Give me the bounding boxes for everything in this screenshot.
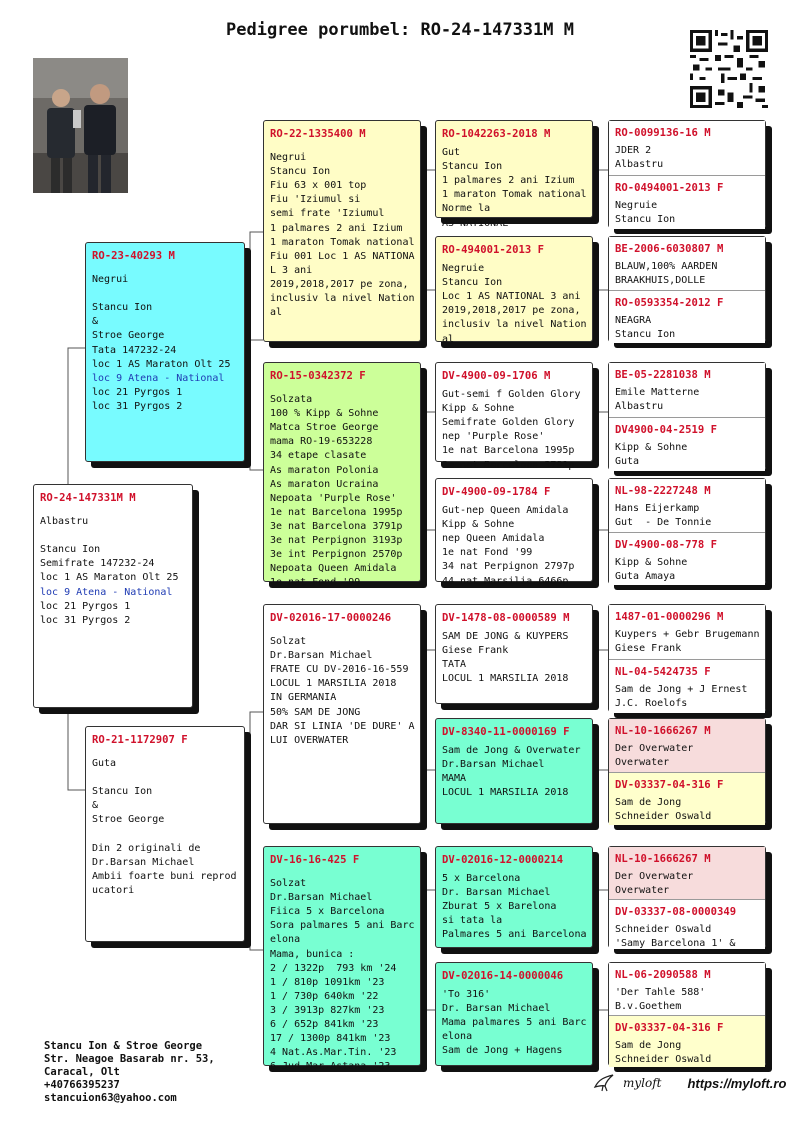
owners-photo — [33, 58, 128, 193]
dam-card[interactable] — [85, 726, 245, 942]
gen3-card[interactable] — [435, 120, 593, 229]
ring-number: NL-98-2227248 M — [615, 485, 711, 497]
pigeon-info-line: Stancu Ion — [615, 329, 676, 341]
pigeon-info-line: Fiu 63 x 001 top — [270, 180, 367, 192]
gen4-pair — [608, 604, 766, 712]
pigeon-info-line: Loc 1 AS NATIONAL 3 ani — [442, 291, 581, 303]
sire-line: loc 1 AS Maraton Olt 25 — [92, 358, 231, 370]
pigeon-info-line: al — [270, 307, 283, 319]
ring-number: DV-4900-09-1706 M — [442, 370, 551, 382]
subject-line: loc 21 Pyrgos 1 — [40, 600, 131, 612]
pigeon-info-line: Sam de Jong — [615, 797, 682, 809]
pigeon-info-line: BLAUW,100% AARDEN — [615, 261, 718, 273]
ring-number: RO-0593354-2012 F — [615, 297, 724, 309]
pigeon-info-line: Kipp & Sohne — [442, 403, 515, 415]
gen4-pair — [608, 718, 766, 824]
pigeon-info-line: 5 x Barcelona — [442, 873, 521, 885]
gen3-card[interactable] — [435, 236, 593, 345]
gen4-card[interactable] — [609, 533, 765, 585]
pigeon-info-line: nep 'Purple Rose' — [442, 431, 545, 443]
pigeon-info-line: TATA — [442, 659, 467, 671]
page-title: Pedigree porumbel: RO-24-147331M M — [226, 20, 574, 40]
pigeon-info-line: 2 / 1322p 793 km '24 — [270, 962, 397, 974]
gen4-card[interactable] — [609, 237, 765, 290]
gen4-card[interactable] — [609, 1016, 765, 1067]
pigeon-info-line: Stancu Ion — [270, 166, 331, 178]
pigeon-info-line: Stancu Ion — [442, 277, 503, 289]
subject-line: loc 1 AS Maraton Olt 25 — [40, 572, 179, 584]
ring-number: DV-4900-08-778 F — [615, 539, 718, 551]
pigeon-info-line: 3e nat Perpignon 3193p — [270, 535, 403, 547]
pigeon-info-line: AS NATIONAL — [442, 217, 509, 229]
subject-ring-number: RO-24-147331M M — [40, 492, 136, 504]
ring-number: RO-1042263-2018 M — [442, 128, 551, 140]
qr-code-icon — [690, 30, 768, 108]
gen4-card[interactable] — [609, 847, 765, 899]
pigeon-info-line: semi frate 'Iziumul — [270, 208, 385, 220]
pigeon-info-line: Gut - De Tonnie — [615, 517, 712, 529]
pigeon-info-line: Schneider Oswald — [615, 1054, 712, 1066]
ring-number: DV-02016-12-0000214 — [442, 854, 564, 866]
brand-logo-text: myloft — [623, 1076, 662, 1090]
dam-line: Dr.Barsan Michael — [92, 856, 195, 868]
ring-number: BE-2006-6030807 M — [615, 243, 724, 255]
pigeon-info-line: Palmares 5 ani Barcelona — [442, 929, 587, 941]
ring-number: DV-03337-04-316 F — [615, 1022, 724, 1034]
pigeon-info-line: Hans Eijerkamp — [615, 503, 700, 515]
sire-line: Tata 147232-24 — [92, 344, 177, 356]
pigeon-info-line: JDER 2 — [615, 145, 652, 157]
pigeon-info-line: Dr.Barsan Michael — [442, 759, 545, 771]
pigeon-info-line: 1 palmares 2 ani Izium — [270, 222, 403, 234]
gen2-card[interactable] — [263, 120, 421, 342]
ring-number: RO-0494001-2013 F — [615, 182, 724, 194]
pigeon-info-line: inclusiv la nivel Nation — [270, 293, 415, 305]
pigeon-info-line: Nepoata 'Purple Rose' — [270, 492, 397, 504]
pigeon-info-line: Sam de Jong — [615, 1040, 682, 1052]
pigeon-info-line: J.C. Roelofs — [615, 698, 688, 710]
pigeon-info-line: DAR SI LINIA 'DE DURE' A — [270, 720, 415, 732]
pigeon-info-line: 50% SAM DE JONG — [270, 706, 361, 718]
pigeon-info-line: 'Samy Barcelona 1' & — [615, 938, 736, 950]
sire-line — [92, 287, 239, 301]
ring-number: 1487-01-0000296 M — [615, 611, 724, 623]
pigeon-info-line: 1 / 810p 1091km '23 — [270, 976, 385, 988]
gen4-pair — [608, 846, 766, 948]
brand-footer — [593, 1073, 786, 1093]
gen2-card[interactable] — [263, 604, 421, 824]
pigeon-info-line: Negruie — [615, 200, 658, 212]
ring-number: DV-02016-17-0000246 — [270, 612, 392, 624]
pigeon-info-line: Mama palmares 5 ani Barc — [442, 1017, 587, 1029]
pigeon-info-line: al — [442, 333, 455, 345]
ring-number: RO-22-1335400 M — [270, 128, 366, 140]
pigeon-logo-icon — [593, 1073, 615, 1093]
dam-line: & — [92, 800, 99, 812]
pigeon-info-line: Sam de Jong + J Ernest — [615, 684, 748, 696]
pigeon-info-line: 1e nat Barcelona 1995p — [270, 506, 403, 518]
pigeon-info-line: Fiica 5 x Barcelona — [270, 906, 385, 918]
pigeon-info-line: 2019,2018,2017 pe zona, — [442, 305, 581, 317]
dam-ring-number: RO-21-1172907 F — [92, 734, 188, 746]
pigeon-info-line: Dr. Barsan Michael — [442, 887, 551, 899]
pigeon-info-line: Kuypers + Gebr Brugemann — [615, 629, 760, 641]
gen3-card[interactable] — [435, 362, 593, 471]
subject-card[interactable] — [33, 484, 193, 708]
pigeon-info-line: 100 % Kipp & Sohne — [270, 408, 379, 420]
gen4-card[interactable] — [609, 176, 765, 229]
dam-line — [92, 828, 239, 842]
dam-line — [92, 771, 239, 785]
pigeon-info-line: 4 Nat.As.Mar.Tin. '23 — [270, 1047, 397, 1059]
pigeon-info-line: Guta Amaya — [615, 571, 676, 583]
gen4-card[interactable] — [609, 363, 765, 417]
dam-line: Stroe George — [92, 814, 165, 826]
sire-line: Negrui — [92, 274, 129, 286]
subject-line: Albastru — [40, 516, 89, 528]
pigeon-info-line: SAM DE JONG & KUYPERS — [442, 631, 569, 643]
pigeon-info-line: 1 palmares 2 ani Izium — [442, 175, 575, 187]
pigeon-info-line: Sam de Jong + Hagens — [442, 1045, 563, 1057]
pigeon-info-line: LOCUL 1 MARSILIA 2018 — [270, 678, 397, 690]
subject-line: Stancu Ion — [40, 544, 101, 556]
pigeon-info-line: Solzat — [270, 636, 307, 648]
pigeon-info-line: Gut-nep Queen Amidala — [442, 505, 569, 517]
pigeon-info-line: 1 / 730p 640km '22 — [270, 990, 379, 1002]
sire-line: & — [92, 316, 99, 328]
pigeon-info-line: Sam de Jong & Overwater — [442, 745, 581, 757]
subject-line — [40, 529, 187, 543]
pigeon-info-line: 1e nat Fond '99 — [442, 547, 533, 559]
pigeon-info-line: Kipp & Sohne — [615, 442, 688, 454]
pigeon-info-line: Stancu Ion — [442, 161, 503, 173]
gen2-card[interactable] — [263, 362, 421, 589]
gen4-card[interactable] — [609, 418, 765, 471]
ring-number: DV-03337-04-316 F — [615, 779, 724, 791]
pigeon-info-line: FRATE CU DV-2016-16-559 — [270, 664, 409, 676]
pigeon-info-line: inclusiv la nivel Nation — [442, 319, 587, 331]
dam-line: Din 2 originali de — [92, 842, 201, 854]
gen4-pair — [608, 362, 766, 470]
owner-contact — [44, 1040, 215, 1105]
pigeon-info-line: Mama, bunica : — [270, 948, 355, 960]
pigeon-info-line: Gut-semi f Golden Glory — [442, 389, 581, 401]
pigeon-info-line: 2019,2018,2017 pe zona, — [270, 278, 409, 290]
gen3-card[interactable] — [435, 604, 593, 704]
sire-line: loc 31 Pyrgos 2 — [92, 400, 183, 412]
ring-number: RO-0099136-16 M — [615, 127, 711, 139]
pigeon-info-line: Matca Stroe George — [270, 422, 379, 434]
ring-number: RO-494001-2013 F — [442, 244, 545, 256]
pigeon-info-line: 'To 316' — [442, 989, 491, 1001]
pigeon-info-line: Gut — [442, 147, 461, 159]
ring-number: NL-06-2090588 M — [615, 969, 711, 981]
ring-number: DV-4900-09-1784 F — [442, 486, 551, 498]
gen2-card[interactable] — [263, 846, 421, 1073]
gen4-card[interactable] — [609, 479, 765, 532]
pigeon-info-line: Solzata — [270, 394, 313, 406]
owner-city: Caracal, Olt — [44, 1066, 120, 1078]
pigeon-info-line: Nepoata Queen Amidala — [270, 563, 397, 575]
ring-number: NL-10-1666267 M — [615, 853, 711, 865]
gen4-card[interactable] — [609, 291, 765, 343]
gen4-pair — [608, 478, 766, 584]
pigeon-info-line: IN GERMANIA — [270, 692, 337, 704]
sire-line: Stroe George — [92, 330, 165, 342]
pigeon-info-line: Zburat 5 x Barelona — [442, 901, 557, 913]
gen4-pair — [608, 962, 766, 1066]
pigeon-info-line: Solzat — [270, 878, 307, 890]
pigeon-info-line: L 3 ani — [270, 264, 313, 276]
pigeon-info-line: 6 Jud.Mar.Astana '23 — [270, 1061, 391, 1073]
pigeon-info-line: 3 / 3913p 827km '23 — [270, 1004, 385, 1016]
pigeon-info-line: Dr.Barsan Michael — [270, 892, 373, 904]
pigeon-info-line: Albastru — [615, 159, 664, 171]
ring-number: NL-04-5424735 F — [615, 666, 711, 678]
pigeon-info-line: 1e nat Barcelona 1995p — [442, 445, 575, 457]
gen3-card[interactable] — [435, 478, 593, 587]
pigeon-info-line: Kipp & Sohne — [442, 519, 515, 531]
pigeon-info-line: Schneider Oswald — [615, 811, 712, 823]
owner-address: Str. Neagoe Basarab nr. 53, — [44, 1053, 215, 1065]
subject-line: Semifrate 147232-24 — [40, 558, 155, 570]
subject-line: loc 9 Atena - National — [40, 586, 173, 598]
ring-number: DV-8340-11-0000169 F — [442, 726, 570, 738]
pigeon-info-line: 34 nat Perpignon 2797p — [442, 561, 575, 573]
ring-number: DV-16-16-425 F — [270, 854, 360, 866]
pigeon-info-line: 34 etape clasate — [270, 450, 367, 462]
pigeon-info-line: Dr. Barsan Michael — [442, 1003, 551, 1015]
sire-line: loc 9 Atena - National — [92, 372, 225, 384]
dam-line: ucatori — [92, 884, 135, 896]
ring-number: BE-05-2281038 M — [615, 369, 711, 381]
pigeon-info-line: LUI OVERWATER — [270, 734, 349, 746]
pigeon-info-line: Overwater — [615, 757, 670, 769]
pigeon-info-line: Giese Frank — [442, 645, 509, 657]
owner-email[interactable]: stancuion63@yahoo.com — [44, 1092, 177, 1104]
pigeon-info-line: elona — [442, 1031, 473, 1043]
gen4-card[interactable] — [609, 963, 765, 1015]
pigeon-info-line: LOCUL 1 MARSILIA 2018 — [442, 787, 569, 799]
ring-number: DV4900-04-2519 F — [615, 424, 718, 436]
pigeon-info-line: Sora palmares 5 ani Barc — [270, 920, 415, 932]
gen4-card[interactable] — [609, 121, 765, 175]
pigeon-info-line: Semifrate Golden Glory — [442, 417, 575, 429]
pigeon-info-line: As maraton Polonia — [270, 464, 379, 476]
subject-line: loc 31 Pyrgos 2 — [40, 614, 131, 626]
pigeon-info-line: Fiu 001 Loc 1 AS NATIONA — [270, 250, 415, 262]
pigeon-info-line: Der Overwater — [615, 743, 694, 755]
pigeon-info-line: Albastru — [615, 401, 664, 413]
pigeon-info-line: 1 maraton Tomak national — [270, 236, 415, 248]
gen3-card[interactable] — [435, 846, 593, 948]
gen4-pair — [608, 120, 766, 228]
pigeon-info-line: Negruie — [442, 263, 485, 275]
dam-line: Guta — [92, 758, 117, 770]
pigeon-info-line: 1 maraton Tomak national — [442, 189, 587, 201]
pigeon-info-line: si tata la — [442, 915, 503, 927]
sire-line: loc 21 Pyrgos 1 — [92, 386, 183, 398]
pigeon-info-line: 3e nat Barcelona 3791p — [442, 459, 575, 471]
pigeon-info-line: Fiu 'Iziumul si — [270, 194, 361, 206]
pigeon-info-line: B.v.Goethem — [615, 1001, 682, 1013]
ring-number: RO-15-0342372 F — [270, 370, 366, 382]
pigeon-info-line: 3e nat Barcelona 3791p — [270, 520, 403, 532]
pigeon-info-line: elona — [270, 934, 301, 946]
ring-number: DV-03337-08-0000349 — [615, 906, 737, 918]
gen4-card[interactable] — [609, 605, 765, 659]
pigeon-info-line: MAMA — [442, 773, 467, 785]
pigeon-info-line: 17 / 1300p 841km '23 — [270, 1033, 391, 1045]
pigeon-info-line: Dr.Barsan Michael — [270, 650, 373, 662]
pigeon-info-line: 3e int Perpignon 2570p — [270, 549, 403, 561]
pigeon-info-line: Giese Frank — [615, 643, 682, 655]
pigeon-info-line: As maraton Ucraina — [270, 478, 379, 490]
pigeon-info-line: nep Queen Amidala — [442, 533, 545, 545]
pigeon-info-line: Norme la — [442, 203, 491, 215]
pigeon-info-line: Overwater — [615, 885, 670, 897]
gen3-card[interactable] — [435, 962, 593, 1066]
dam-line: Stancu Ion — [92, 786, 153, 798]
pigeon-info-line: LOCUL 1 MARSILIA 2018 — [442, 673, 569, 685]
pigeon-info-line: Kipp & Sohne — [615, 557, 688, 569]
pigeon-info-line: mama RO-19-653228 — [270, 436, 373, 448]
gen3-card[interactable] — [435, 718, 593, 824]
ring-number: DV-02016-14-0000046 — [442, 970, 564, 982]
pigeon-info-line: BRAAKHUIS,DOLLE — [615, 275, 706, 287]
owner-phone: +40766395237 — [44, 1079, 120, 1091]
brand-url-link[interactable]: https://myloft.ro — [687, 1075, 787, 1091]
pigeon-info-line: Der Overwater — [615, 871, 694, 883]
pigeon-info-line: Guta — [615, 456, 640, 468]
sire-card[interactable] — [85, 242, 245, 462]
ring-number: NL-10-1666267 M — [615, 725, 711, 737]
owner-names: Stancu Ion & Stroe George — [44, 1040, 203, 1052]
pigeon-info-line: 44 nat Marsilia 6466p — [442, 575, 569, 587]
pigeon-info-line: Schneider Oswald — [615, 924, 712, 936]
pigeon-info-line: Stancu Ion — [615, 214, 676, 226]
gen4-card[interactable] — [609, 900, 765, 949]
pigeon-info-line: Negrui — [270, 152, 307, 164]
gen4-card[interactable] — [609, 660, 765, 713]
pigeon-info-line: NEAGRA — [615, 315, 652, 327]
pigeon-info-line: 6 / 652p 841km '23 — [270, 1019, 379, 1031]
gen4-pair — [608, 236, 766, 342]
sire-line: Stancu Ion — [92, 302, 153, 314]
gen4-card[interactable] — [609, 773, 765, 825]
ring-number: DV-1478-08-0000589 M — [442, 612, 570, 624]
gen4-card[interactable] — [609, 719, 765, 772]
dam-line: Ambii foarte buni reprod — [92, 870, 237, 882]
pigeon-info-line: 1e nat Fond '99 — [270, 577, 361, 589]
sire-ring-number: RO-23-40293 M — [92, 250, 175, 262]
pigeon-info-line: Emile Matterne — [615, 387, 700, 399]
pigeon-info-line: 'Der Tahle 588' — [615, 987, 706, 999]
